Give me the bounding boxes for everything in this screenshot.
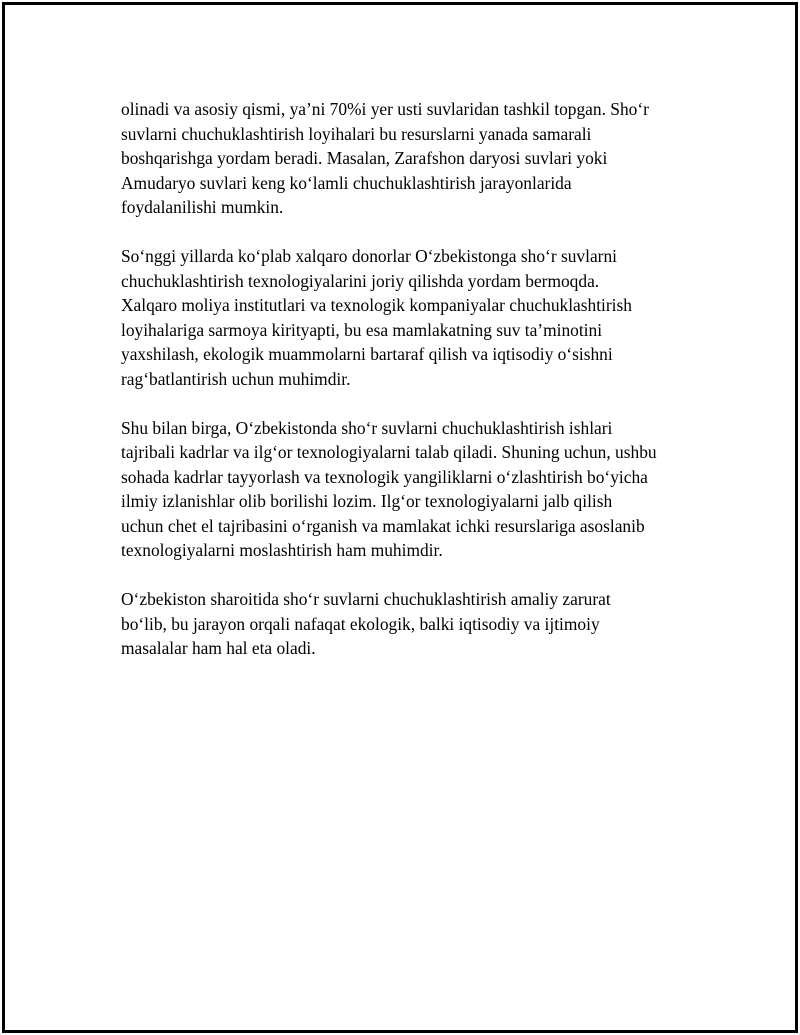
paragraph-2 — [121, 244, 701, 391]
paragraph-line: bo‘lib, bu jarayon orqali nafaqat ekologik, balki iqtisodiy va ijtimoiy — [121, 613, 600, 634]
paragraph-line: texnologiyalarni moslashtirish ham muhimdir. — [121, 540, 443, 560]
paragraph-3 — [121, 416, 701, 563]
paragraph-line: masalalar ham hal eta oladi. — [121, 638, 316, 658]
paragraph-line: chuchuklashtirish texnologiyalarini joriy qilishda yordam bermoqda. — [121, 270, 600, 291]
paragraph-line: So‘nggi yillarda ko‘plab xalqaro donorlar O‘zbekistonga sho‘r suvlarni — [121, 246, 617, 266]
paragraph-line: Amudaryo suvlari keng ko‘lamli chuchuklashtirish jarayonlarida — [121, 172, 572, 193]
paragraph-1 — [121, 97, 701, 220]
paragraph-line: sohada kadrlar tayyorlash va texnologik yangiliklarni o‘zlashtirish bo‘yicha — [121, 466, 648, 487]
paragraph-line: tajribali kadrlar va ilg‘or texnologiyalarni talab qiladi. Shuning uchun, ushbu — [121, 442, 657, 462]
paragraph-line: yaxshilash, ekologik muammolarni bartaraf qilish va iqtisodiy o‘sishni — [121, 344, 613, 364]
paragraph-line: Xalqaro moliya institutlari va texnologik kompaniyalar chuchuklashtirish — [121, 295, 632, 315]
paragraph-line: O‘zbekiston sharoitida sho‘r suvlarni chuchuklashtirish amaliy zarurat — [121, 589, 611, 609]
paragraph-line: ilmiy izlanishlar olib borilishi lozim. Ilg‘or texnologiyalarni jalb qilish — [121, 491, 613, 511]
paragraph-4 — [121, 587, 701, 661]
paragraph-line: boshqarishga yordam beradi. Masalan, Zarafshon daryosi suvlari yoki — [121, 148, 608, 168]
paragraph-line: suvlarni chuchuklashtirish loyihalari bu resurslarni yanada samarali — [121, 123, 592, 144]
paragraph-line: foydalanilishi mumkin. — [121, 197, 284, 217]
document-page — [2, 2, 798, 1033]
paragraph-line: loyihalariga sarmoya kirityapti, bu esa mamlakatning suv ta’minotini — [121, 319, 603, 340]
paragraph-line: Shu bilan birga, O‘zbekistonda sho‘r suvlarni chuchuklashtirish ishlari — [121, 417, 613, 438]
paragraph-line: rag‘batlantirish uchun muhimdir. — [121, 368, 351, 389]
document-body — [121, 97, 701, 685]
paragraph-line: olinadi va asosiy qismi, ya’ni 70%i yer usti suvlaridan tashkil topgan. Sho‘r — [121, 99, 649, 119]
paragraph-line: uchun chet el tajribasini o‘rganish va mamlakat ichki resurslariga asoslanib — [121, 515, 645, 536]
